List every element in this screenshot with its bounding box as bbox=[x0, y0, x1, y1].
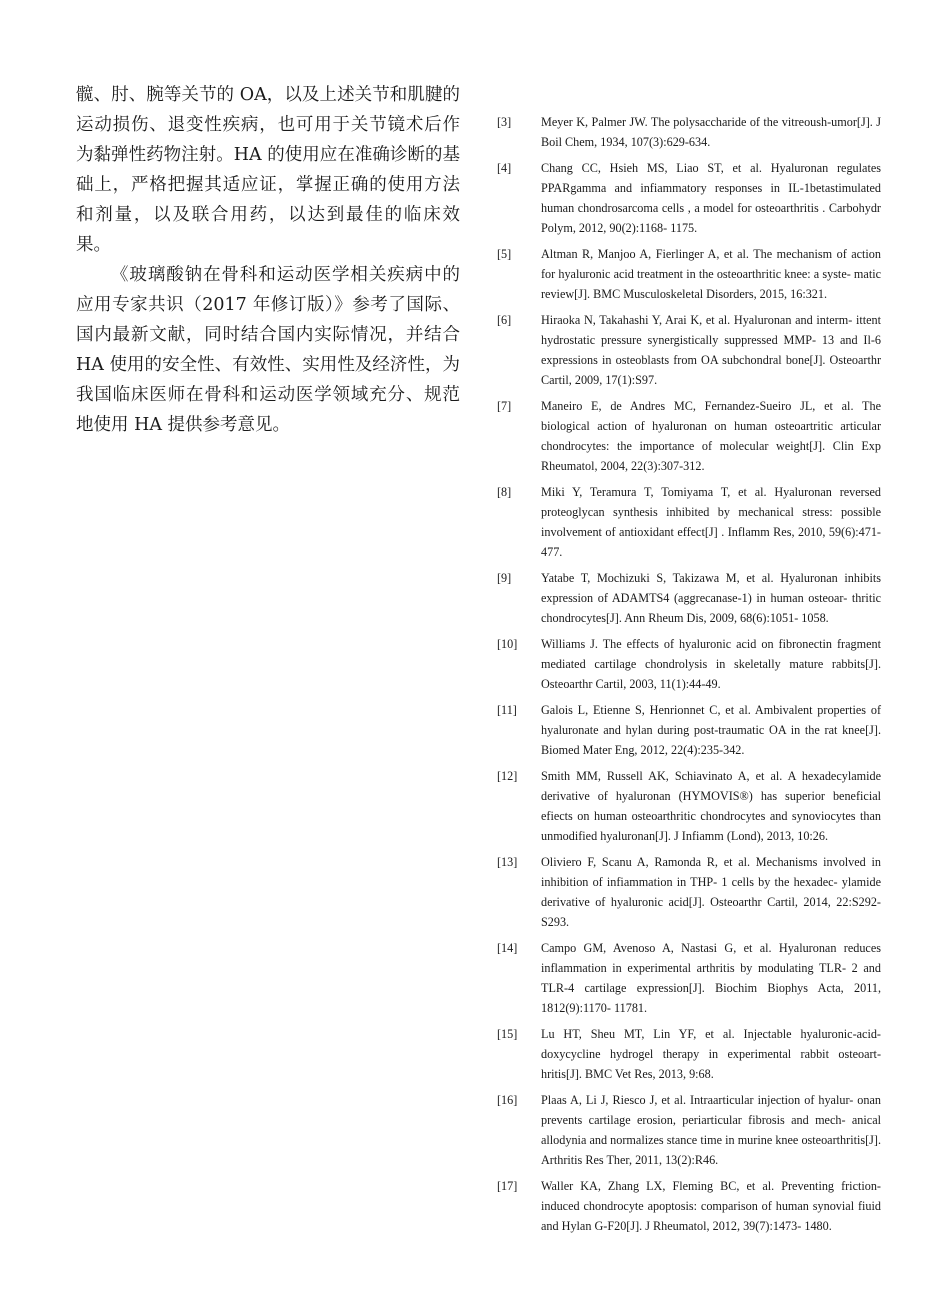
reference-text: Hiraoka N, Takahashi Y, Arai K, et al. Hyaluronan and interm- ittent hydrostatic pressure synergistically suppressed MMP- 13 and Il-6 expressions in osteoblasts from OA subchondral bone[J]. Osteoarthr Cartil, 2009, 17(1):S97. bbox=[541, 313, 881, 387]
reference-number: [4] bbox=[497, 161, 512, 175]
body-paragraph: 髋、肘、腕等关节的 OA，以及上述关节和肌腱的运动损伤、退变性疾病，也可用于关节镜术后作为黏弹性药物注射。HA 的使用应在准确诊断的基础上，严格把握其适应证，掌握正确的使用方法和剂量，以及联合用药，以达到最佳的临床效果。 bbox=[76, 85, 460, 255]
reference-item bbox=[497, 938, 881, 1018]
reference-text: Yatabe T, Mochizuki S, Takizawa M, et al. Hyaluronan inhibits expression of ADAMTS4 (aggrecanase-1) in human osteoar- thritic chondrocytes[J]. Ann Rheum Dis, 2009, 68(6):1051- 1058. bbox=[541, 571, 881, 625]
reference-item bbox=[497, 244, 881, 304]
reference-text: Galois L, Etienne S, Henrionnet C, et al. Ambivalent properties of hyaluronate and hylan during post-traumatic OA in the rat knee[J]. Biomed Mater Eng, 2012, 22(4):235-342. bbox=[541, 703, 881, 757]
reference-text: Plaas A, Li J, Riesco J, et al. Intraarticular injection of hyalur- onan prevents cartilage erosion, periarticular fibrosis and mech- anical allodynia and normalizes stance time in murine knee osteoarthritis[J]. Arthritis Res Ther, 2011, 13(2):R46. bbox=[541, 1093, 881, 1167]
reference-item bbox=[497, 766, 881, 846]
reference-item bbox=[497, 310, 881, 390]
reference-number: [12] bbox=[497, 769, 518, 783]
reference-number: [10] bbox=[497, 637, 518, 651]
reference-number: [9] bbox=[497, 571, 512, 585]
reference-item bbox=[497, 634, 881, 694]
body-text-column bbox=[76, 80, 460, 440]
reference-text: Altman R, Manjoo A, Fierlinger A, et al. The mechanism of action for hyaluronic acid treatment in the osteoarthritic knee: a syste- matic review[J]. BMC Musculoskeletal Disorders, 2015, 16:321. bbox=[541, 247, 881, 301]
reference-item bbox=[497, 1024, 881, 1084]
reference-item bbox=[497, 482, 881, 562]
reference-number: [15] bbox=[497, 1027, 518, 1041]
reference-text: Lu HT, Sheu MT, Lin YF, et al. Injectable hyaluronic-acid-doxycycline hydrogel therapy in experimental rabbit osteoart-hritis[J]. BMC Vet Res, 2013, 9:68. bbox=[541, 1027, 881, 1081]
reference-text: Miki Y, Teramura T, Tomiyama T, et al. Hyaluronan reversed proteoglycan synthesis inhibited by mechanical stress: possible involvement of antioxidant effect[J] . Inflamm Res, 2010, 59(6):471-477. bbox=[541, 485, 881, 559]
reference-number: [8] bbox=[497, 485, 512, 499]
reference-item bbox=[497, 396, 881, 476]
reference-text: Williams J. The effects of hyaluronic acid on fibronectin fragment mediated cartilage chondrolysis in skeletally mature rabbits[J]. Osteoarthr Cartil, 2003, 11(1):44-49. bbox=[541, 637, 881, 691]
reference-number: [14] bbox=[497, 941, 518, 955]
reference-item bbox=[497, 158, 881, 238]
reference-number: [6] bbox=[497, 313, 512, 327]
reference-item bbox=[497, 700, 881, 760]
reference-text: Smith MM, Russell AK, Schiavinato A, et al. A hexadecylamide derivative of hyaluronan (HYMOVIS®) has superior beneficial efiects on human osteoarthritic chondrocytes and synoviocytes than unmodified hyaluronan[J]. J Infiamm (Lond), 2013, 10:26. bbox=[541, 769, 881, 843]
reference-number: [7] bbox=[497, 399, 512, 413]
reference-number: [16] bbox=[497, 1093, 518, 1107]
reference-number: [17] bbox=[497, 1179, 518, 1193]
reference-item bbox=[497, 1176, 881, 1236]
reference-text: Meyer K, Palmer JW. The polysaccharide of the vitreoush-umor[J]. J Boil Chem, 1934, 107(3):629-634. bbox=[541, 115, 881, 149]
reference-number: [13] bbox=[497, 855, 518, 869]
reference-text: Oliviero F, Scanu A, Ramonda R, et al. Mechanisms involved in inhibition of infiammation in THP- 1 cells by the hexadec- ylamide derivative of hyaluronic acid[J]. Osteoarthr Cartil, 2014, 22:S292-S293. bbox=[541, 855, 881, 929]
reference-item bbox=[497, 568, 881, 628]
reference-item bbox=[497, 1090, 881, 1170]
reference-item bbox=[497, 852, 881, 932]
reference-item bbox=[497, 112, 881, 152]
reference-number: [5] bbox=[497, 247, 512, 261]
reference-text: Campo GM, Avenoso A, Nastasi G, et al. Hyaluronan reduces inflammation in experimental arthritis by modulating TLR- 2 and TLR-4 cartilage expression[J]. Biochim Biophys Acta, 2011, 1812(9):1170- 11781. bbox=[541, 941, 881, 1015]
references-list bbox=[497, 112, 881, 1242]
reference-text: Waller KA, Zhang LX, Fleming BC, et al. Preventing friction- induced chondrocyte apoptosis: comparison of human synovial fiuid and Hylan G-F20[J]. J Rheumatol, 2012, 39(7):1473- 1480. bbox=[541, 1179, 881, 1233]
body-paragraph: 《玻璃酸钠在骨科和运动医学相关疾病中的应用专家共识（2017 年修订版）》参考了国际、国内最新文献，同时结合国内实际情况，并结合 HA 使用的安全性、有效性、实用性及经济性，为我国临床医师在骨科和运动医学领域充分、规范地使用 HA 提供参考意见。 bbox=[76, 265, 460, 435]
reference-text: Maneiro E, de Andres MC, Fernandez-Sueiro JL, et al. The biological action of hyaluronan on human osteoartritic articular chondrocytes: the importance of molecular weight[J]. Clin Exp Rheumatol, 2004, 22(3):307-312. bbox=[541, 399, 881, 473]
reference-number: [11] bbox=[497, 703, 517, 717]
reference-number: [3] bbox=[497, 115, 512, 129]
reference-text: Chang CC, Hsieh MS, Liao ST, et al. Hyaluronan regulates PPARgamma and infiammatory responses in IL-1betastimulated human chondrosarcoma cells , a model for osteoarthritis . Carbohydr Polym, 2012, 90(2):1168- 1175. bbox=[541, 161, 881, 235]
